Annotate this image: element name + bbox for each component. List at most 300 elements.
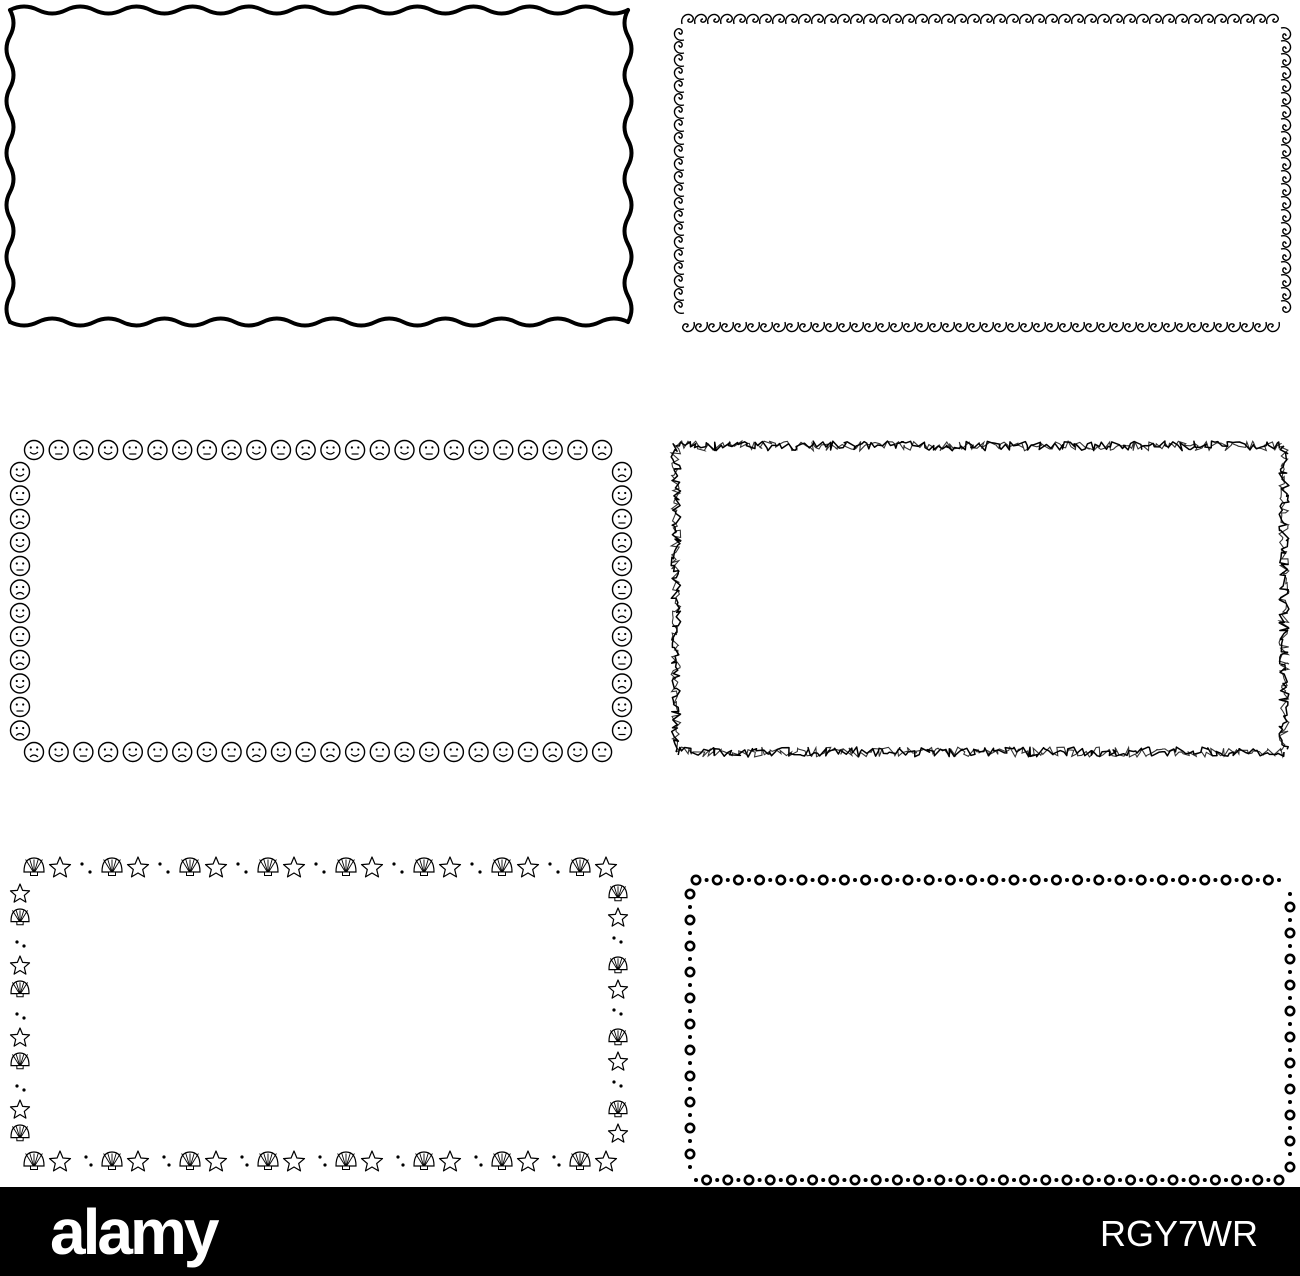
curl-mark — [1060, 322, 1072, 332]
curl-mark — [1281, 288, 1291, 300]
bubble-dot — [612, 1008, 615, 1011]
small-dot — [842, 1178, 846, 1182]
smiley-face — [197, 743, 216, 762]
small-dot — [1129, 878, 1133, 882]
starfish-icon — [362, 857, 383, 877]
ring-mark — [686, 942, 694, 950]
curl-mark — [1125, 322, 1137, 332]
curl-mark — [1281, 236, 1291, 248]
small-dot — [688, 931, 692, 935]
small-dot — [1288, 1048, 1292, 1052]
bubble-dot — [318, 1155, 321, 1158]
curl-mark — [1216, 322, 1228, 332]
smiley-face — [247, 743, 266, 762]
curl-mark — [674, 302, 684, 314]
curl-mark — [878, 322, 890, 332]
curl-mark — [1073, 322, 1085, 332]
smiley-face — [173, 743, 192, 762]
ring-mark — [1148, 1176, 1156, 1184]
small-dot — [959, 878, 963, 882]
curl-mark — [995, 322, 1007, 332]
smiley-face — [543, 441, 562, 460]
seashell-icon — [570, 1152, 590, 1170]
seashell-icon — [336, 858, 356, 876]
smiley-face — [321, 441, 340, 460]
seashell-icon — [336, 1152, 356, 1170]
starfish-icon — [518, 1151, 539, 1171]
small-dot — [1023, 878, 1027, 882]
ring-mark — [1254, 1176, 1262, 1184]
curl-mark — [942, 14, 954, 24]
seashell-icon — [11, 1053, 29, 1069]
smiley-face — [568, 743, 587, 762]
seashell-icon — [11, 909, 29, 925]
starfish-icon — [440, 857, 461, 877]
small-dot — [1213, 878, 1217, 882]
curl-mark — [1281, 249, 1291, 261]
ring-mark — [1010, 876, 1018, 884]
curl-mark — [1020, 14, 1032, 24]
curl-mark — [1281, 262, 1291, 274]
seashell-icon — [609, 957, 627, 973]
watermark-image-id: RGY7WR — [1099, 1213, 1258, 1254]
shell-star-frame — [11, 857, 628, 1171]
curl-mark — [1034, 322, 1046, 332]
curl-mark — [994, 14, 1006, 24]
curl-mark — [929, 14, 941, 24]
small-dot — [688, 1009, 692, 1013]
smiley-face — [469, 743, 488, 762]
ring-mark — [830, 1176, 838, 1184]
smiley-face — [613, 721, 632, 740]
ring-mark — [1073, 876, 1081, 884]
curl-mark — [760, 14, 772, 24]
bubble-dot — [323, 1163, 326, 1166]
bubble-dot — [552, 1155, 555, 1158]
small-dot — [938, 878, 942, 882]
small-dot — [789, 878, 793, 882]
small-dot — [948, 1178, 952, 1182]
curl-mark — [674, 133, 684, 145]
starfish-icon — [596, 1151, 617, 1171]
small-dot — [1256, 878, 1260, 882]
ring-mark — [1179, 876, 1187, 884]
curl-mark — [734, 14, 746, 24]
curl-mark — [1281, 41, 1291, 53]
ring-mark — [1243, 876, 1251, 884]
smiley-face — [420, 743, 439, 762]
seashell-icon — [24, 858, 44, 876]
curl-mark — [968, 14, 980, 24]
ring-mark — [734, 876, 742, 884]
small-dot — [821, 1178, 825, 1182]
small-dot — [832, 878, 836, 882]
smiley-face — [296, 743, 315, 762]
smiley-face — [11, 651, 30, 670]
smiley-face — [613, 674, 632, 693]
smiley-face — [444, 441, 463, 460]
wave-stroke — [625, 10, 632, 322]
starfish-icon — [11, 1028, 30, 1046]
curl-mark — [1112, 322, 1124, 332]
bubble-dot — [22, 1016, 25, 1019]
curl-mark — [1281, 223, 1291, 235]
small-dot — [1266, 1178, 1270, 1182]
small-dot — [1150, 878, 1154, 882]
small-dot — [811, 878, 815, 882]
ring-mark — [745, 1176, 753, 1184]
curl-mark — [1281, 301, 1291, 313]
smiley-face — [593, 441, 612, 460]
ring-mark — [755, 876, 763, 884]
ring-mark — [957, 1176, 965, 1184]
smiley-face — [197, 441, 216, 460]
seashell-icon — [492, 858, 512, 876]
curl-mark — [1059, 14, 1071, 24]
curl-mark — [674, 120, 684, 132]
smiley-face — [568, 441, 587, 460]
ring-mark — [1222, 876, 1230, 884]
small-dot — [688, 905, 692, 909]
ring-mark — [989, 876, 997, 884]
smiley-face — [222, 743, 241, 762]
smiley-face — [11, 604, 30, 623]
smiley-face — [272, 743, 291, 762]
ring-mark — [1031, 876, 1039, 884]
ring-mark — [914, 1176, 922, 1184]
small-dot — [779, 1178, 783, 1182]
curl-mark — [813, 322, 825, 332]
curl-mark — [747, 14, 759, 24]
small-dot — [980, 878, 984, 882]
small-dot — [800, 1178, 804, 1182]
bubble-dot — [474, 1155, 477, 1158]
small-dot — [970, 1178, 974, 1182]
small-dot — [1288, 1126, 1292, 1130]
smiley-face — [613, 533, 632, 552]
seashell-icon — [102, 858, 122, 876]
small-dot — [758, 1178, 762, 1182]
seashell-icon — [414, 858, 434, 876]
starfish-icon — [284, 857, 305, 877]
curl-mark — [1047, 322, 1059, 332]
smiley-face — [25, 743, 44, 762]
small-dot — [1107, 878, 1111, 882]
ring-mark — [1286, 955, 1294, 963]
curl-mark — [674, 211, 684, 223]
curl-mark — [674, 263, 684, 275]
curl-mark — [981, 14, 993, 24]
bubble-dot — [400, 870, 403, 873]
curl-mark — [674, 172, 684, 184]
smiley-face — [74, 743, 93, 762]
ring-mark — [686, 1046, 694, 1054]
curl-mark — [916, 14, 928, 24]
starfish-icon — [128, 1151, 149, 1171]
ring-mark — [840, 876, 848, 884]
curl-mark — [1124, 14, 1136, 24]
ring-mark — [1095, 876, 1103, 884]
curl-mark — [1268, 322, 1280, 332]
watermark-logo: alamy — [50, 1196, 217, 1268]
curl-mark — [969, 322, 981, 332]
ring-mark — [787, 1176, 795, 1184]
curl-mark — [1098, 14, 1110, 24]
starfish-icon — [609, 980, 628, 998]
bubble-dot — [392, 862, 395, 865]
curl-mark — [1267, 14, 1279, 24]
curl-mark — [1281, 132, 1291, 144]
ring-mark — [967, 876, 975, 884]
smiley-face — [395, 743, 414, 762]
smiley-face — [11, 463, 30, 482]
smiley-face — [49, 743, 68, 762]
small-dot — [688, 1087, 692, 1091]
bubble-dot — [612, 936, 615, 939]
curl-mark — [1203, 322, 1215, 332]
ring-mark — [1286, 981, 1294, 989]
small-dot — [1224, 1178, 1228, 1182]
small-dot — [1288, 996, 1292, 1000]
curl-mark — [787, 322, 799, 332]
ring-mark — [1137, 876, 1145, 884]
ring-mark — [798, 876, 806, 884]
bubble-dot — [314, 862, 317, 865]
ring-mark — [1201, 876, 1209, 884]
bubble-dot — [89, 1163, 92, 1166]
wave-stroke — [10, 7, 628, 14]
bubble-dot — [619, 1084, 622, 1087]
smiley-face — [469, 441, 488, 460]
small-dot — [1245, 1178, 1249, 1182]
curl-mark — [1229, 322, 1241, 332]
small-dot — [1065, 878, 1069, 882]
ring-mark — [1190, 1176, 1198, 1184]
ring-mark — [1042, 1176, 1050, 1184]
curl-mark — [674, 94, 684, 106]
smiley-face — [99, 743, 118, 762]
ring-mark — [861, 876, 869, 884]
curl-mark — [1281, 106, 1291, 118]
smiley-face — [370, 743, 389, 762]
smiley-face — [25, 441, 44, 460]
bubble-dot — [479, 1163, 482, 1166]
smiley-face — [11, 627, 30, 646]
starfish-icon — [50, 1151, 71, 1171]
smiley-face — [613, 557, 632, 576]
curl-mark — [839, 322, 851, 332]
starfish-icon — [609, 908, 628, 926]
starfish-icon — [284, 1151, 305, 1171]
curl-mark — [683, 322, 695, 332]
small-dot — [1277, 878, 1281, 882]
small-dot — [1288, 1022, 1292, 1026]
bubble-dot — [322, 870, 325, 873]
small-dot — [1012, 1178, 1016, 1182]
bubble-dot — [167, 1163, 170, 1166]
curl-mark — [1150, 14, 1162, 24]
bubble-dot — [557, 1163, 560, 1166]
curl-mark — [674, 146, 684, 158]
curl-mark — [1086, 322, 1098, 332]
small-dot — [1054, 1178, 1058, 1182]
curl-mark — [1255, 322, 1267, 332]
curl-mark — [890, 14, 902, 24]
curl-mark — [1007, 14, 1019, 24]
curl-mark — [1281, 80, 1291, 92]
curl-mark — [1254, 14, 1266, 24]
ring-mark — [686, 968, 694, 976]
smiley-face — [99, 441, 118, 460]
curl-mark — [851, 14, 863, 24]
curl-mark — [1281, 67, 1291, 79]
smiley-face — [613, 580, 632, 599]
curl-mark — [1281, 119, 1291, 131]
seashell-icon — [24, 1152, 44, 1170]
seashell-icon — [180, 1152, 200, 1170]
ring-mark — [1286, 1163, 1294, 1171]
curl-mark — [1189, 14, 1201, 24]
smiley-face — [11, 486, 30, 505]
curl-mark — [1242, 322, 1254, 332]
curl-mark — [826, 322, 838, 332]
small-dot — [1086, 878, 1090, 882]
curl-mark — [674, 107, 684, 119]
curl-mark — [852, 322, 864, 332]
small-dot — [1288, 892, 1292, 896]
small-dot — [1160, 1178, 1164, 1182]
curl-mark — [1033, 14, 1045, 24]
starfish-icon — [518, 857, 539, 877]
ring-mark — [692, 876, 700, 884]
bubble-dot — [240, 1155, 243, 1158]
ring-mark — [883, 876, 891, 884]
curl-mark — [674, 250, 684, 262]
curl-mark — [1008, 322, 1020, 332]
smiley-face — [222, 441, 241, 460]
scribble-frame — [671, 441, 1289, 757]
starfish-icon — [50, 857, 71, 877]
curl-mark — [1138, 322, 1150, 332]
smiley-face — [613, 651, 632, 670]
curl-mark — [1241, 14, 1253, 24]
curl-mark — [1164, 322, 1176, 332]
starfish-icon — [11, 1100, 30, 1118]
starfish-icon — [596, 857, 617, 877]
ring-mark — [808, 1176, 816, 1184]
dot-ring-frame — [686, 876, 1294, 1184]
bubble-dot — [470, 862, 473, 865]
watermark-bar — [0, 1187, 1300, 1276]
curl-mark — [674, 159, 684, 171]
seashell-icon — [11, 981, 29, 997]
smiley-face — [519, 743, 538, 762]
ring-mark — [1286, 929, 1294, 937]
curl-mark — [674, 289, 684, 301]
curl-mark — [1281, 158, 1291, 170]
smiley-face — [123, 743, 142, 762]
curl-mark — [1046, 14, 1058, 24]
curl-mark — [761, 322, 773, 332]
smiley-face — [148, 441, 167, 460]
ring-mark — [686, 890, 694, 898]
small-dot — [1001, 878, 1005, 882]
ring-mark — [686, 1150, 694, 1158]
bubble-dot — [556, 870, 559, 873]
ring-mark — [1020, 1176, 1028, 1184]
ring-mark — [766, 1176, 774, 1184]
ring-mark — [1158, 876, 1166, 884]
smiley-face — [346, 441, 365, 460]
small-dot — [927, 1178, 931, 1182]
ring-mark — [1286, 1137, 1294, 1145]
ring-mark — [1052, 876, 1060, 884]
ring-mark — [1169, 1176, 1177, 1184]
ring-mark — [1286, 1033, 1294, 1041]
smiley-face — [148, 743, 167, 762]
small-dot — [1182, 1178, 1186, 1182]
ring-mark — [686, 916, 694, 924]
ring-mark — [925, 876, 933, 884]
bubble-dot — [158, 862, 161, 865]
small-dot — [688, 1113, 692, 1117]
bubble-dot — [244, 870, 247, 873]
ring-mark — [1063, 1176, 1071, 1184]
small-dot — [1118, 1178, 1122, 1182]
curl-mark — [708, 14, 720, 24]
small-dot — [736, 1178, 740, 1182]
seashell-icon — [492, 1152, 512, 1170]
small-dot — [726, 878, 730, 882]
curl-mark — [682, 14, 694, 24]
small-dot — [853, 878, 857, 882]
small-dot — [906, 1178, 910, 1182]
small-dot — [1288, 1100, 1292, 1104]
smiley-face — [11, 674, 30, 693]
curl-mark — [903, 14, 915, 24]
ring-mark — [1286, 903, 1294, 911]
bubble-dot — [88, 870, 91, 873]
ring-mark — [1275, 1176, 1283, 1184]
bubble-dot — [162, 1155, 165, 1158]
ring-mark — [1264, 876, 1272, 884]
starfish-icon — [440, 1151, 461, 1171]
small-dot — [694, 1178, 698, 1182]
ring-mark — [893, 1176, 901, 1184]
curl-mark — [1281, 210, 1291, 222]
small-dot — [1288, 1152, 1292, 1156]
seashell-icon — [258, 858, 278, 876]
ring-mark — [1116, 876, 1124, 884]
curl-mark — [696, 322, 708, 332]
small-dot — [1171, 878, 1175, 882]
ring-mark — [1286, 1059, 1294, 1067]
small-dot — [768, 878, 772, 882]
seashell-icon — [11, 1125, 29, 1141]
smiley-face — [123, 441, 142, 460]
starfish-icon — [609, 1124, 628, 1142]
bubble-dot — [396, 1155, 399, 1158]
curl-mark — [1281, 275, 1291, 287]
smiley-face — [49, 441, 68, 460]
bubble-dot — [166, 870, 169, 873]
curl-mark — [674, 29, 684, 41]
smiley-face — [519, 441, 538, 460]
small-dot — [1288, 970, 1292, 974]
ring-mark — [1286, 1111, 1294, 1119]
curl-mark — [695, 14, 707, 24]
curl-mark — [674, 185, 684, 197]
